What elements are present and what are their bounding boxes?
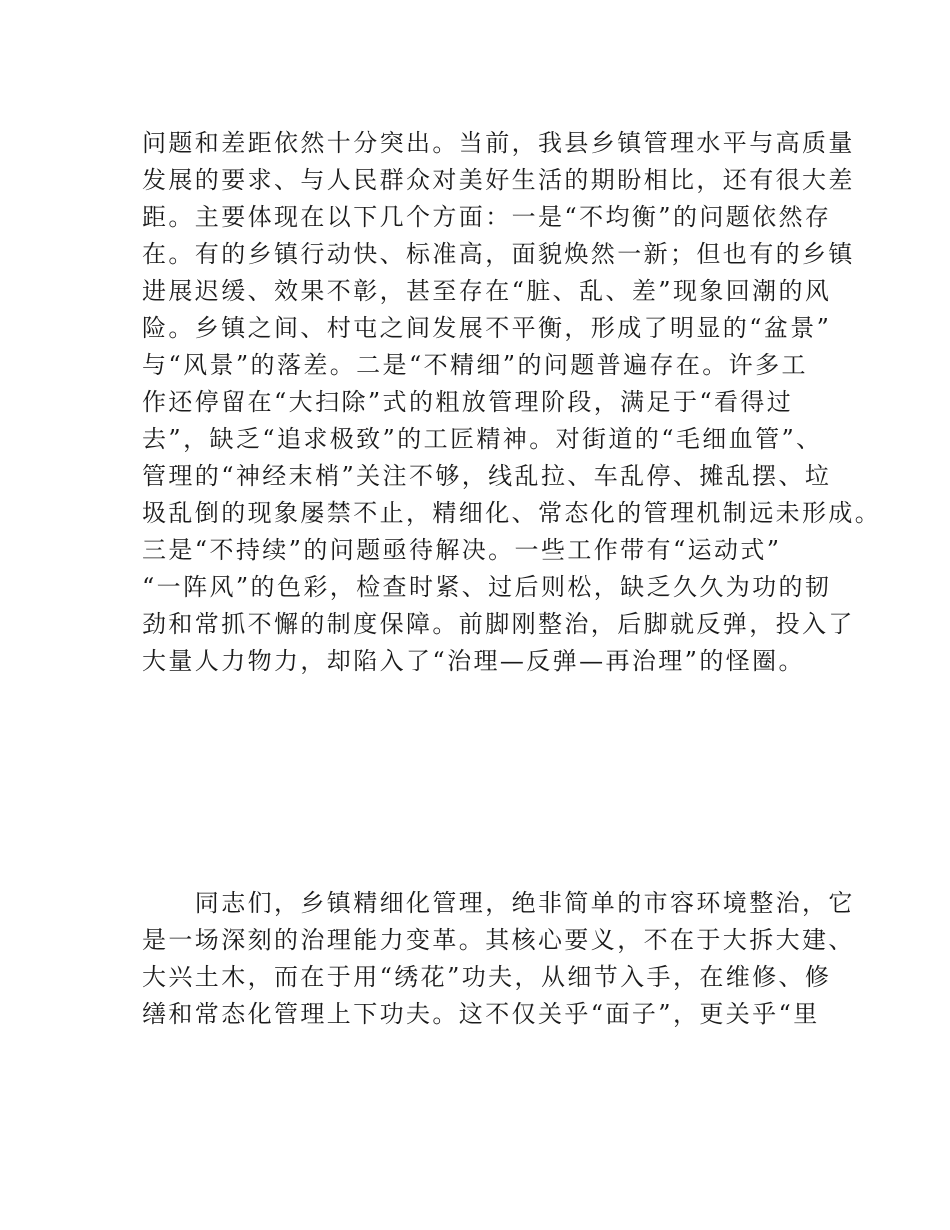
- text-line: 距。主要体现在以下几个方面：一是“不均衡”的问题依然存: [142, 203, 832, 231]
- text-line: 大兴土木，而在于用“绣花”功夫，从细节入手，在维修、修: [142, 963, 832, 991]
- text-line: 是一场深刻的治理能力变革。其核心要义，不在于大拆大建、: [142, 926, 855, 954]
- text-line: 与“风景”的落差。二是“不精细”的问题普遍存在。许多工: [142, 351, 808, 379]
- text-line: 三是“不持续”的问题亟待解决。一些工作带有“运动式”: [142, 536, 782, 564]
- text-line: 作还停留在“大扫除”式的粗放管理阶段，满足于“看得过: [142, 388, 794, 416]
- text-line: 圾乱倒的现象屡禁不止，精细化、常态化的管理机制远未形成。: [142, 499, 882, 527]
- paragraph-1: [142, 125, 882, 680]
- text-line: 问题和差距依然十分突出。当前，我县乡镇管理水平与高质量: [142, 129, 855, 157]
- text-line: “一阵风”的色彩，检查时紧、过后则松，缺乏久久为功的韧: [142, 573, 832, 601]
- text-line: 险。乡镇之间、村屯之间发展不平衡，形成了明显的“盆景”: [142, 314, 832, 342]
- paragraph-2: [142, 885, 855, 1033]
- text-line: 去”，缺乏“追求极致”的工匠精神。对街道的“毛细血管”、: [142, 425, 823, 453]
- text-line: 发展的要求、与人民群众对美好生活的期盼相比，还有很大差: [142, 166, 855, 194]
- text-line: 劲和常抓不懈的制度保障。前脚刚整治，后脚就反弹，投入了: [142, 610, 855, 638]
- text-line: 在。有的乡镇行动快、标准高，面貌焕然一新；但也有的乡镇: [142, 240, 855, 268]
- text-line: 缮和常态化管理上下功夫。这不仅关乎“面子”，更关乎“里: [142, 1000, 820, 1028]
- text-line: 进展迟缓、效果不彰，甚至存在“脏、乱、差”现象回潮的风: [142, 277, 832, 305]
- text-line: 大量人力物力，却陷入了“治理—反弹—再治理”的怪圈。: [142, 647, 805, 675]
- text-line: 管理的“神经末梢”关注不够，线乱拉、车乱停、摊乱摆、垃: [142, 462, 832, 490]
- text-line: 同志们，乡镇精细化管理，绝非简单的市容环境整治，它: [142, 889, 855, 917]
